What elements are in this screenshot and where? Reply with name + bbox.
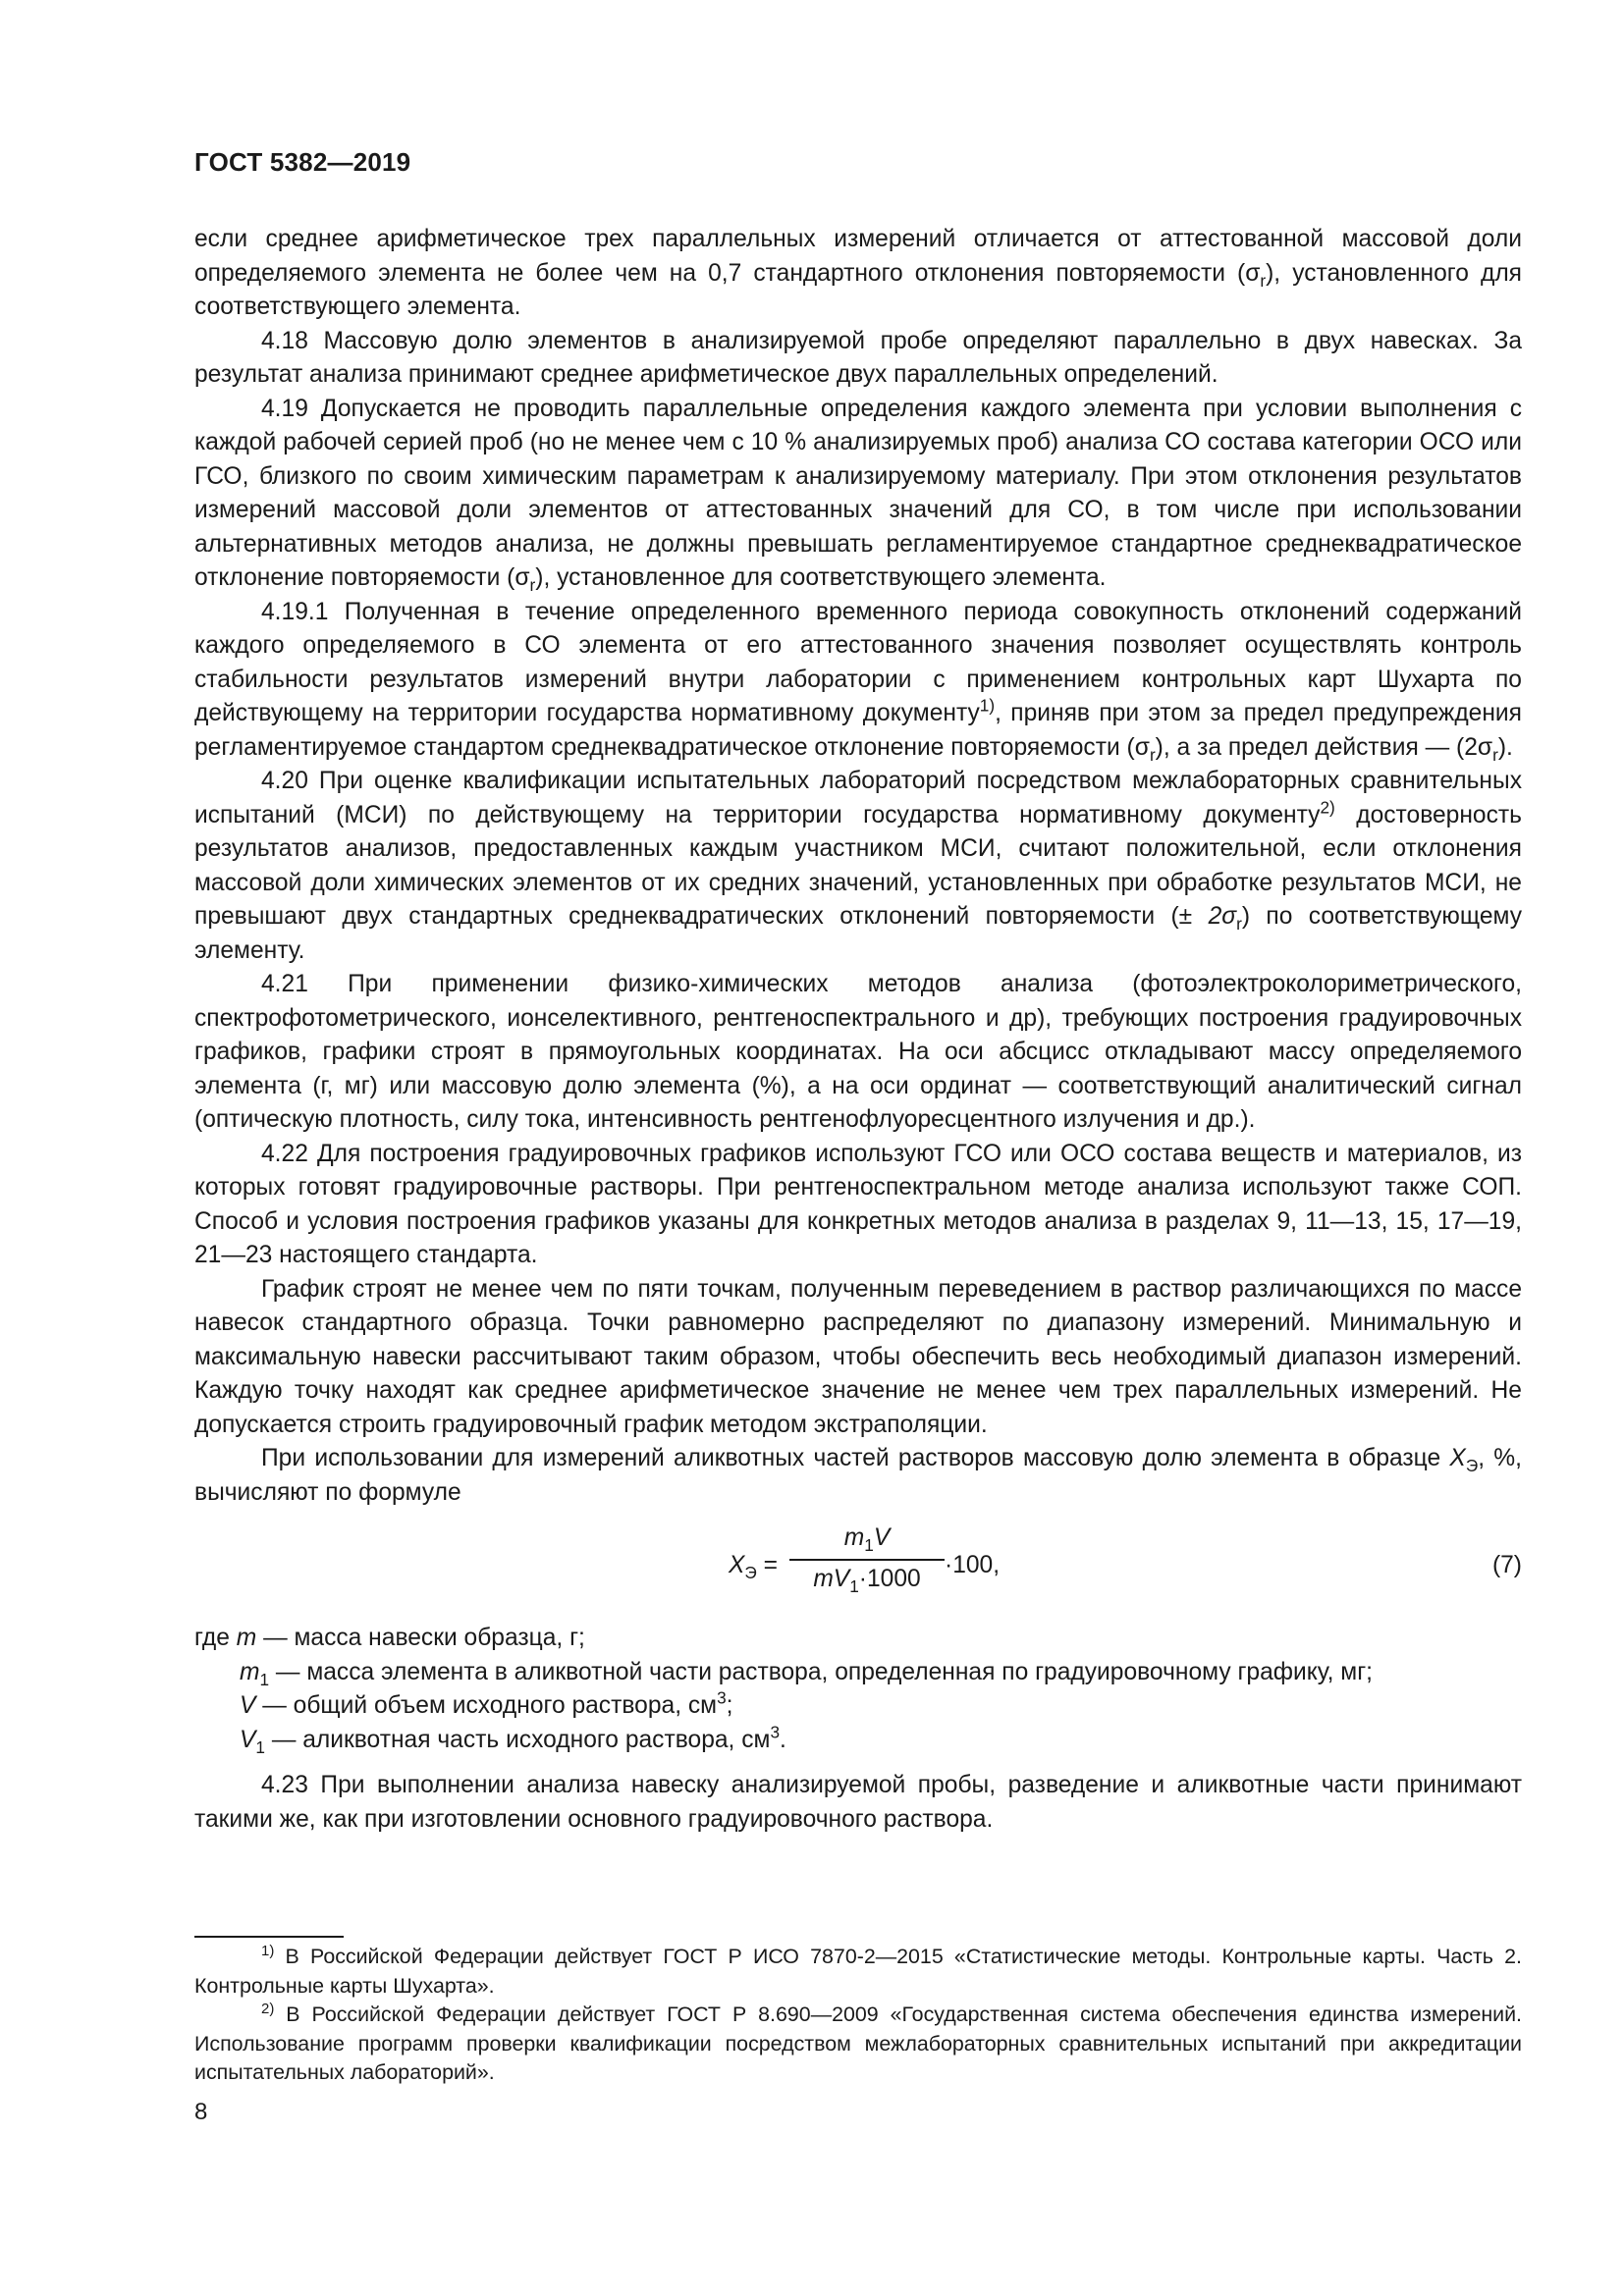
paragraph-4-19-1: 4.19.1 Полученная в течение определенного временного периода совокупность отклонений содержаний каждого определяемого в СО элемента от его аттестованного значения позволяет осуществлять контроль стабильности результатов измерений внутри лаборатории с применением контрольных карт Шухарта по действующему на территории государства нормативному документу$^{1)}$, приняв при этом за предел предупреждения регламентируемое стандартом среднеквадратическое отклонение повторяемости $(\sigma_r)$, а за предел действия — $(2\sigma_r)$. — [194, 598, 1522, 765]
document-header: ГОСТ 5382—2019 — [194, 147, 411, 177]
where-line-v: V — общий объем исходного раствора, $см^3$; — [240, 1687, 733, 1719]
formula-numerator: $m_1V$ — [789, 1522, 945, 1561]
footnotes — [194, 1943, 1522, 2088]
footnote-divider — [194, 1936, 344, 1938]
page-number: 8 — [194, 2099, 208, 2125]
formula-lhs: $X_Э$ = — [729, 1552, 778, 1583]
where-line-v1: $V_1$ — аликвотная часть исходного раствора, $см^3$. — [240, 1722, 786, 1757]
footnote-ref-2[interactable]: 2) — [1320, 797, 1335, 818]
where-line-m1: $m_1$ — масса элемента в аликвотной части раствора, определенная по градуировочному графику, мг; — [240, 1658, 1374, 1689]
footnote-2: $^{2)}$ В Российской Федерации действует ГОСТ Р 8.690—2009 «Государственная система обеспечения единства измерений. Использование программ проверки квалификации посредством межлабораторных сравнительных испытаний при аккредитации испытательных лабораторий». — [194, 2000, 1522, 2084]
formula-number: (7) — [1491, 1552, 1522, 1578]
footnote-ref-1[interactable]: 1) — [979, 695, 996, 716]
paragraph-4-22: 4.22 Для построения градуировочных графиков используют ГСО или ОСО состава веществ и материалов, из которых готовят градуировочные растворы. При рентгеноспектральном методе анализа используют также СОП. Способ и условия построения графиков указаны для конкретных методов анализа в разделах 9, 11—13, 15, 17—19, 21—23 настоящего стандарта. — [194, 1140, 1522, 1268]
formula-denominator: $mV_1\cdot 1000$ — [813, 1565, 921, 1596]
formula-fraction — [789, 1522, 945, 1596]
paragraph-4-18: 4.18 Массовую долю элементов в анализируемой пробе определяют параллельно в двух навесках. За результат анализа принимают среднее арифметическое двух параллельных определений. — [194, 327, 1522, 388]
paragraph-aliquot: При использовании для измерений аликвотных частей растворов массовую долю элемента в образце $X_Э$, %, вычисляют по формуле — [194, 1445, 1522, 1506]
paragraph-4-20: 4.20 При оценке квалификации испытательных лабораторий посредством межлабораторных сравнительных испытаний (МСИ) по действующему на территории государства нормативному документу$^{2)}$ достоверность результатов анализов, предоставленных каждым участником МСИ, считают положительной, если отклонения массовой доли химических элементов от их средних значений, установленных при обработке результатов МСИ, не превышают двух стандартных среднеквадратических отклонений повторяемости (± $2\sigma_r$) по соответствующему элементу. — [194, 768, 1522, 964]
where-line-m: где m — масса навески образца, г; — [194, 1625, 585, 1651]
paragraph-graph: График строят не менее чем по пяти точкам, полученным переведением в раствор различающихся по массе навесок стандартного образца. Точки равномерно распределяют по диапазону измерений. Минимальную и максимальную навески рассчитывают таким образом, чтобы обеспечить весь необходимый диапазон измерений. Каждую точку находят как среднее арифметическое значение не менее чем трех параллельных измерений. Не допускается строить градуировочный график методом экстраполяции. — [194, 1275, 1522, 1438]
paragraph-4-19: 4.19 Допускается не проводить параллельные определения каждого элемента при условии выполнения с каждой рабочей серией проб (но не менее чем с 10 % анализируемых проб) анализа СО состава категории ОСО или ГСО, близкого по своим химическим параметрам к анализируемому материалу. При этом отклонения результатов измерений массовой доли элементов от аттестованных значений для СО, в том числе при использовании альтернативных методов анализа, не должны превышать регламентируемое стандартное среднеквадратическое отклонение повторяемости $(\sigma_r)$, установленное для соответствующего элемента. — [194, 395, 1522, 596]
footnote-1: $^{1)}$ В Российской Федерации действует ГОСТ Р ИСО 7870-2—2015 «Статистические методы. Контрольные карты. Часть 2. Контрольные карты Шухарта». — [194, 1942, 1522, 1998]
formula-7 — [194, 1516, 1522, 1622]
paragraph-4-21: 4.21 При применении физико-химических методов анализа (фотоэлектроколориметрического, спектрофотометрического, ионселективного, рентгеноспектрального и др), требующих построения градуировочных графиков, графики строят в прямоугольных координатах. На оси абсцисс откладывают массу определяемого элемента (г, мг) или массовую долю элемента (%), а на оси ординат — соответствующий аналитический сигнал (оптическую плотность, силу тока, интенсивность рентгенофлуоресцентного излучения и др.). — [194, 971, 1522, 1133]
paragraph-continuation: если среднее арифметическое трех параллельных измерений отличается от аттестованной массовой доли определяемого элемента не более чем на 0,7 стандартного отклонения повторяемости $(\sigma_r)$, установленного для соответствующего элемента. — [194, 226, 1522, 320]
document-body — [194, 223, 1522, 1837]
paragraph-4-23: 4.23 При выполнении анализа навеску анализируемой пробы, разведение и аликвотные части принимают такими же, как при изготовлении основного градуировочного раствора. — [194, 1772, 1522, 1833]
formula-multiplier: ·100, — [945, 1552, 1001, 1578]
